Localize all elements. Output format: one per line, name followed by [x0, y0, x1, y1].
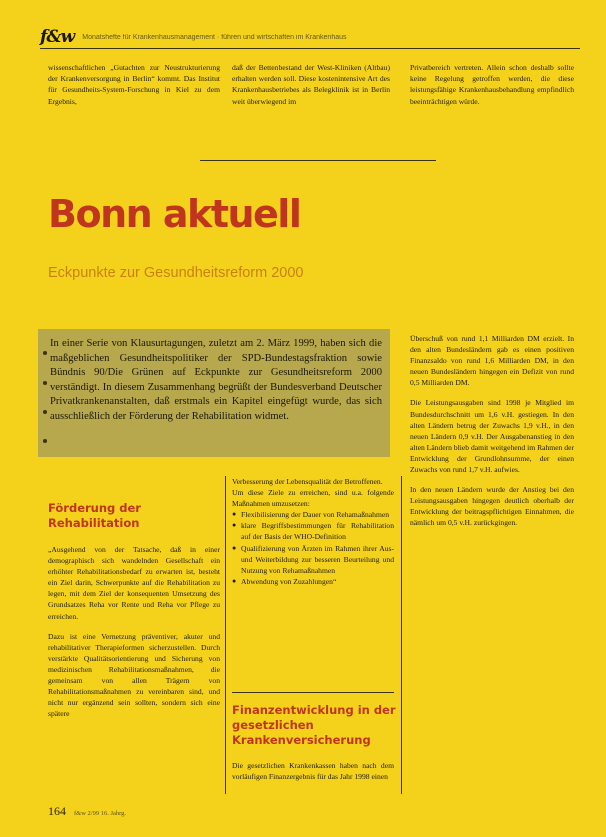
- top-column-1: wissenschaftlichen „Gutachten zur Neustrukturierung der Krankenversorgung in Berlin“ kommt. Das Institut für Gesundheits-System-Forschung in Kiel zu dem Ergebnis,: [48, 63, 220, 106]
- list-item: ● Abwendung von Zuzahlungen“: [232, 576, 394, 587]
- margin-dot: [43, 410, 47, 414]
- running-header: [40, 28, 580, 46]
- magazine-logo: f&w: [40, 27, 75, 47]
- measures-column: [232, 476, 394, 587]
- paragraph: Überschuß von rund 1,1 Milliarden DM erzielt. In den alten Bundesländern gab es einen positiven Finanzsaldo von rund 1,6 Milliarden DM, in den neuen Bundesländern hingegen ein Defizit von rund 0,5 Milliarden DM.: [410, 334, 574, 388]
- top-column-2: daß der Bettenbestand der West-Kliniken (Altbau) erhalten werden soll. Diese kostenintensive Art des Krankenhausbetriebes als Belegklinik ist in Berlin weit überwiegend im: [232, 63, 390, 106]
- issue-info: f&w 2/99 16. Jahrg.: [74, 810, 127, 817]
- article-title: Bonn aktuell: [48, 192, 301, 236]
- margin-dot: [43, 351, 47, 355]
- paragraph: Die Leistungsausgaben sind 1998 je Mitglied im Bundesdurchschnitt um 1,6 v.H. gestiegen. In den alten Ländern betrug der Zuwachs 1,9 v.H., in den neuen Ländern 0,9 v.H. Der Ausgabenanstieg in den alten Ländern blieb damit weitgehend im Rahmen der Entwicklung der Grundlohnsumme, der einen Zuwachs von rund 1,7 v.H. aufwies.: [410, 398, 574, 475]
- margin-dot: [43, 439, 47, 443]
- column-rule: [225, 476, 226, 794]
- section-heading-finance: Finanzentwicklung in der gesetzlichen Krankenversicherung: [232, 703, 396, 747]
- section-body-rehabilitation: [48, 544, 220, 728]
- paragraph: In den neuen Ländern wurde der Anstieg bei den Leistungsausgaben hingegen deutlich oberhalb der Entwicklung der beitragspflichtigen Einnahmen, die nämlich um 0,5 v.H. zurückgingen.: [410, 485, 574, 528]
- top-column-3: Privatbereich vertreten. Allein schon deshalb sollte keine Regelung getroffen werden, die diese leistungsfähige Krankenhausbehandlung empfindlich beeinträchtigen würde.: [410, 63, 574, 106]
- article-subtitle: Eckpunkte zur Gesundheitsreform 2000: [48, 265, 304, 281]
- section-divider: [232, 692, 394, 693]
- list-item: ● Qualifizierung von Ärzten im Rahmen ihrer Aus- und Weiterbildung zur besseren Beurteilung und Nutzung von Rehamaßnahmen: [232, 543, 394, 576]
- page-number: 164: [48, 804, 66, 818]
- lead-text: In einer Serie von Klausurtagungen, zuletzt am 2. März 1999, haben sich die maßgeblichen Gesundheitspolitiker der SPD-Bundestagsfraktion sowie Bündnis 90/Die Grünen auf Eckpunkte zur Gesundheitsreform 2000 verständigt. In diesem Zusammenhang begrüßt der Bundesverband Deutscher Privatkrankenanstalten, daß erstmals ein Kapitel eingefügt wurde, das sich ausschließlich der Förderung der Rehabilitation widmet.: [50, 338, 382, 422]
- list-item: ● Flexibilisierung der Dauer von Rehamaßnahmen: [232, 509, 394, 520]
- paragraph: „Ausgehend von der Tatsache, daß in einer demographisch sich wandelnden Gesellschaft ein erhöhter Rehabilitationsbedarf zu erwarten ist, besteht ein Ziel darin, Schwerpunkte auf die Rehabilitation zu legen, mit dem Ziel der konsequenten Umsetzung des Grundsatzes Reha vor Rente und Reha vor Pflege zu erreichen.: [48, 545, 220, 621]
- measures-list: [232, 509, 394, 587]
- page-footer: [48, 804, 126, 819]
- list-item: ● klare Begriffsbestimmungen für Rehabilitation auf der Basis der WHO-Definition: [232, 520, 394, 542]
- section-divider: [200, 160, 436, 161]
- paragraph: Verbesserung der Lebensqualität der Betroffenen.: [232, 477, 383, 486]
- section-heading-rehabilitation: Förderung der Rehabilitation: [48, 501, 141, 530]
- running-head-text: Monatshefte für Krankenhausmanagement · führen und wirtschaften im Krankenhaus: [82, 33, 347, 41]
- section-body-finance: Die gesetzlichen Krankenkassen haben nach dem vorläufigen Finanzergebnis für das Jahr 1998 einen: [232, 761, 394, 782]
- paragraph: Dazu ist eine Vernetzung präventiver, akuter und rehabilitativer Therapieformen sicherzustellen. Durch verstärkte Qualitätsorientierung und Sicherung von medizinischen Rehabilitationsmaßnahmen, die gemeinsam von allen Trägern von Rehabilitationsmaßnahmen zu vereinbaren sind, und nicht nur ergänzend sein sollten, sondern sich eine spätere: [48, 631, 220, 719]
- paragraph: Um diese Ziele zu erreichen, sind u.a. folgende Maßnahmen umzusetzen:: [232, 488, 394, 509]
- right-column: [410, 333, 574, 538]
- margin-dot: [43, 381, 47, 385]
- header-rule: [40, 48, 580, 49]
